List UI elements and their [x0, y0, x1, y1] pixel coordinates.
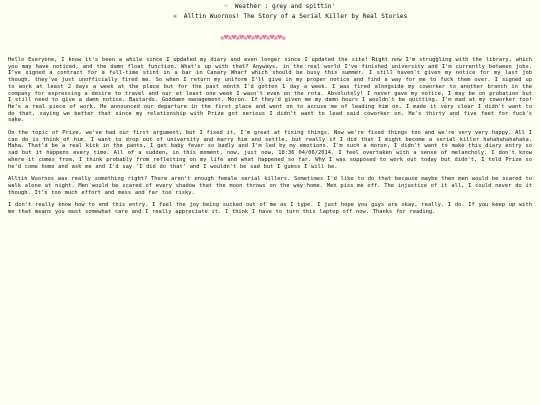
weather-line [221, 2, 540, 12]
entry-paragraph: Hello Everyone, I know it's been a while since I updated my diary and even longer since I updated the site! Right now I'm struggling with the library, which you may have noticed, and the damn float function. What's up with that? Anyways, in the real world I've finished university and I'm currently between jobs. I've signed a contract for a full-time stint in a bar in Canary Wharf which should be busy this summer. I still haven't given my notice for my last job though, they've just unofficially fired me. So when I return my uniform I'll give in my proper notice and find a way for me to fuck them over. I signed up to work at least 2 days a week at the place but for the past month I'd gotten 1 day a week. I was fired alongside my coworker to another branch in the company for expressing a desire to travel and our at least one week I wasn't even on the rota. Absolutely! I never gave my notice, I may be on probation but I still need to give a damn notice. Bastards. Goddamn management. Moron. If they'd given me my damn hours I wouldn't be quitting. I'm mad at my coworker too! He's a real piece of work. He announced our departure in the first place and went on to accuse me of leading him on. I made it very clear I didn't want to do that, saying we better that since my relationship with Prize got serious I didn't want to lead said coworker on. He's thirty and five feet for fuck's sake. [8, 57, 532, 124]
entry-header [0, 2, 540, 22]
flower-divider: ❀♥❀♥❀♥❀♥❀♥❀♥❀♥❀♥❀ [220, 33, 285, 42]
flower-icon: ❀ [173, 13, 177, 20]
entry-title: Alltin Wuornos! The Story of a Serial Killer by Real Stories [183, 13, 408, 20]
entry-paragraph: Alltin Wuornos was really something right? There aren't enough female serial killers. Sometimes I'd like to do that because maybe then men would be scared to walk alone at night. Men would be scared of every shadow that the moon throws on the way home. Men piss me off. The injustice of it all, I could never do it though. It's too much effort and mess and far too risky. [8, 176, 532, 196]
title-line [170, 12, 540, 22]
entry-body [8, 57, 532, 222]
entry-paragraph: On the topic of Prize, we've had our first argument, but I fixed it, I'm great at fixing things. Now we're fixed things too and we're very very happy. All I can do is think of him. I want to drop out of university and marry him and settle, but really if I did that I might become a serial killer hahahahahahaha. Haha. That'd be a real kick in the pants, I get baby fever so badly and I'm led by my emotions. I'm such a moron, I didn't want to make this diary entry so sad but it happens every time. All of a sudden, in this moment, now, just now, 18:36 04/06/2014. I feel overtaken with a sense of melancholy. I don't know where it comes from, I think probably from reflecting on my life and what happened so far. Why I was supposed to work out today but didn't, I told Prize so he'd come home and ask me and I'd say 'I did do that' and I wouldn't be sad but I guess I will be. [8, 130, 532, 170]
sun-icon: ☼ [224, 3, 228, 10]
entry-paragraph: I don't really know how to end this entry. I feel the joy being sucked out of me as I type. I just hope you guys are okay, really. I do. If you keep up with me that means you must somewhat care and I really appreciate it. I think I have to turn this laptop off now. Thanks for reading. [8, 202, 532, 216]
weather-text: Weather : grey and spittin' [234, 3, 336, 10]
